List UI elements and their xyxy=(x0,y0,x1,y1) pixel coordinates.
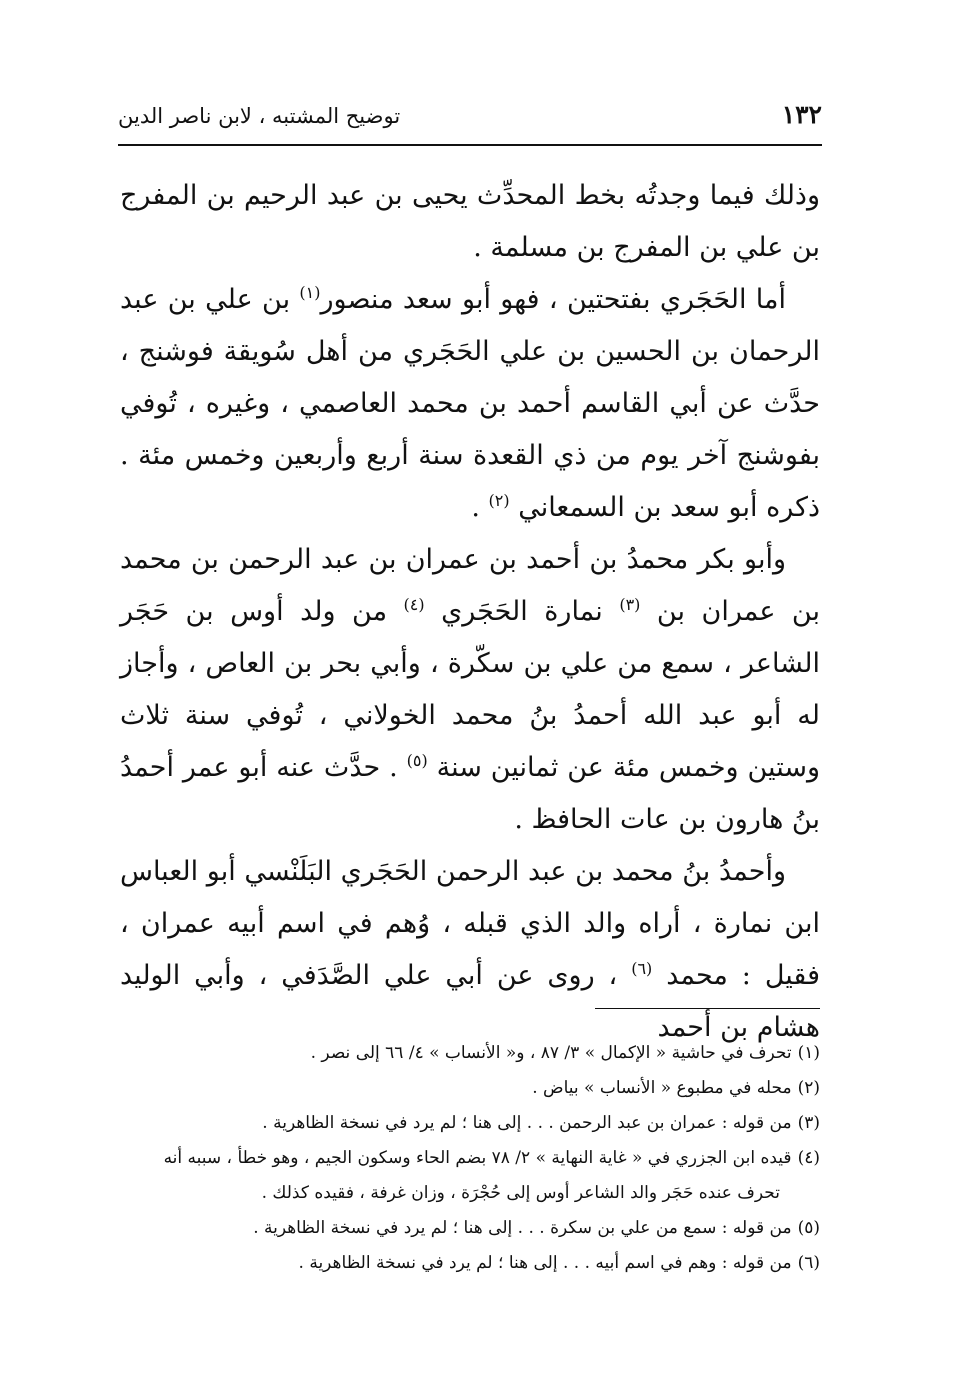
footnote-number: (٥) xyxy=(797,1218,820,1238)
footnote-ref-2: (٢) xyxy=(488,491,510,510)
footnote-3 xyxy=(120,1106,820,1141)
paragraph-3 xyxy=(120,534,820,846)
paragraph-text: أما الحَجَري بفتحتين ، فهو أبو سعد منصور xyxy=(320,284,786,315)
paragraph-1 xyxy=(120,170,820,274)
paragraph-text: من ولد أوس بن حَجَر الشاعر ، سمع من علي بن سكّرة ، وأبي بحر بن العاص ، وأجاز له أبو عبد الله أحمدُ بنُ محمد الخولاني ، تُوفي سنة ثلاث وستين وخمس مئة عن ثمانين سنة xyxy=(120,596,820,783)
page-header xyxy=(118,96,822,142)
footnote-5 xyxy=(120,1211,820,1246)
paragraph-text: وأحمدُ بنُ محمد بن عبد الرحمن الحَجَري البَلَنْسي أبو العباس ابن نمارة ، أراه والد الذي قبله ، وُهم في اسم أبيه عمران ، فقيل : محمد xyxy=(120,856,820,991)
paragraph-text: بن علي بن عبد الرحمان بن الحسين بن علي الحَجَري من أهل سُويقة فوشنج ، حدَّث عن أبي القاسم أحمد بن محمد العاصمي ، وغيره ، تُوفي بفوشنج آخر يوم من ذي القعدة سنة أربع وأربعين وخمس مئة . ذكره أبو سعد بن السمعاني xyxy=(120,284,820,523)
paragraph-text: وأبو بكر محمدُ بن أحمد بن عمران بن عبد الرحمن بن محمد بن عمران بن xyxy=(120,544,821,627)
footnote-number: (٦) xyxy=(797,1253,820,1273)
footnote-4-continuation xyxy=(120,1176,820,1211)
paragraph-text: ، روى عن أبي علي الصَّدَفي ، وأبي الوليد هشام بن أحمد xyxy=(120,960,820,1043)
header-rule xyxy=(118,144,822,146)
running-title: توضيح المشتبه ، لابن ناصر الدين xyxy=(118,104,401,128)
footnote-ref-3: (٣) xyxy=(619,595,641,614)
footnote-ref-4: (٤) xyxy=(403,595,425,614)
footnote-4 xyxy=(120,1141,820,1176)
footnote-text: قيده ابن الجزري في « غاية النهاية » ٢/ ٧٨ بضم الحاء وسكون الجيم ، وهو خطأ ، سببه أنه xyxy=(163,1148,792,1168)
main-text xyxy=(120,170,820,1054)
footnote-number: (٢) xyxy=(797,1078,820,1098)
footnote-text: محله في مطبوع « الأنساب » بياض . xyxy=(532,1078,792,1098)
footnote-ref-5: (٥) xyxy=(406,751,428,770)
footnotes xyxy=(120,1036,820,1281)
footnote-text: تحرف في حاشية « الإكمال » ٣/ ٨٧ ، و« الأنساب » ٤/ ٦٦ إلى نصر . xyxy=(310,1043,792,1063)
paragraph-text: . xyxy=(471,492,489,523)
footnote-1 xyxy=(120,1036,820,1071)
footnote-ref-1: (١) xyxy=(299,283,321,302)
page-number: ١٣٢ xyxy=(781,100,822,129)
footnote-text: من قوله : عمران بن عبد الرحمن . . . إلى هنا ؛ لم يرد في نسخة الظاهرية . xyxy=(262,1113,792,1133)
footnote-2 xyxy=(120,1071,820,1106)
footnote-number: (٣) xyxy=(797,1113,820,1133)
footnote-text: من قوله : سمع من علي بن سكرة . . . إلى هنا ؛ لم يرد في نسخة الظاهرية . xyxy=(253,1218,792,1238)
footnote-number: (٤) xyxy=(797,1148,820,1168)
paragraph-text: نمارة الحَجَري xyxy=(441,596,620,627)
paragraph-text: وذلك فيما وجدتُه بخط المحدِّث يحيى بن عبد الرحيم بن المفرج بن علي بن المفرج بن مسلمة . xyxy=(120,180,820,263)
paragraph-4 xyxy=(120,846,820,1054)
footnote-text: تحرف عنده حَجَر والد الشاعر أوس إلى حُجْرَة ، وزان غرفة ، فقيده كذلك . xyxy=(261,1183,780,1203)
footnote-text: من قوله : وهم في اسم أبيه . . . إلى هنا ؛ لم يرد في نسخة الظاهرية . xyxy=(298,1253,792,1273)
footnote-number: (١) xyxy=(797,1043,820,1063)
footnote-6 xyxy=(120,1246,820,1281)
paragraph-text: . حدَّث عنه أبو عمر أحمدُ بنُ هارون بن عات الحافظ . xyxy=(120,752,820,835)
footnote-separator xyxy=(595,1008,820,1009)
paragraph-2 xyxy=(120,274,820,534)
footnote-ref-6: (٦) xyxy=(631,959,653,978)
